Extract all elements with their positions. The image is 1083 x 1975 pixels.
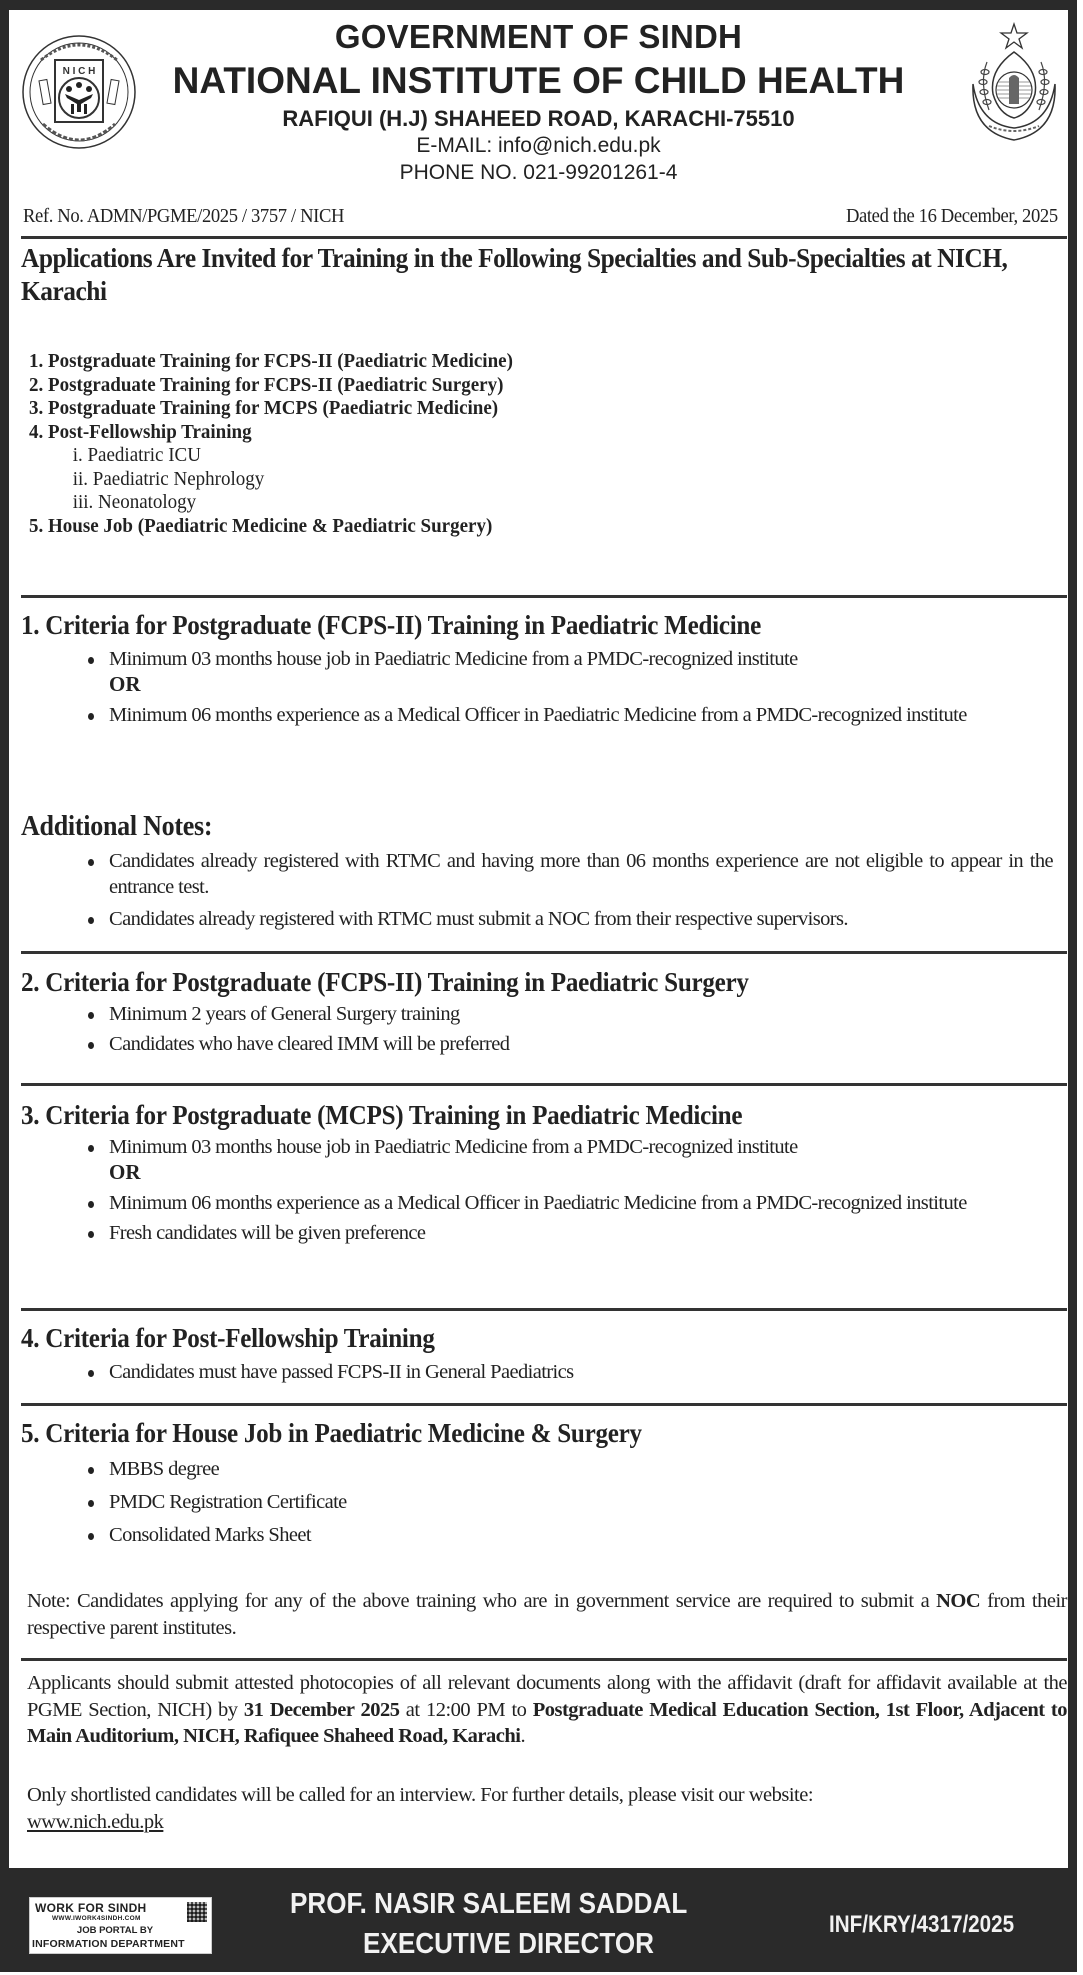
or-label: OR xyxy=(109,1160,141,1184)
criteria-bullet: Minimum 2 years of General Surgery training xyxy=(21,1001,1071,1027)
bullet-icon xyxy=(88,1012,94,1019)
divider xyxy=(21,1403,1067,1406)
bullet-icon xyxy=(88,657,94,664)
inf-number: INF/KRY/4317/2025 xyxy=(829,1911,1015,1938)
specialty-item: 2. Postgraduate Training for FCPS-II (Paediatric Surgery) xyxy=(29,373,504,396)
bullet-icon xyxy=(88,1231,94,1238)
section-heading: 5. Criteria for House Job in Paediatric Medicine & Surgery xyxy=(21,1418,642,1448)
specialty-item: 3. Postgraduate Training for MCPS (Paediatric Medicine) xyxy=(29,397,499,419)
dated: Dated the 16 December, 2025 xyxy=(846,205,1058,227)
additional-notes-section xyxy=(21,810,1071,932)
criteria-bullet: Minimum 03 months house job in Paediatric Medicine from a PMDC-recognized institute xyxy=(21,646,1071,672)
or-label: OR xyxy=(109,672,141,696)
badge-subtitle: JOB PORTAL BY xyxy=(76,1925,154,1936)
specialty-subitem: iii. Neonatology xyxy=(72,491,197,513)
bullet-icon xyxy=(88,859,94,866)
criteria-section-5 xyxy=(21,1416,1071,1548)
signatory-name: PROF. NASIR SALEEM SADDAL xyxy=(290,1888,688,1920)
advertisement-body xyxy=(9,10,1068,1868)
submission-instructions: Applicants should submit attested photocopies of all relevant documents along with the affidavit (draft for affidavit available at the PGME Section, NICH) by 31 December 2025 at 12:00 PM to Postgraduate Medical Education Section, 1st Floor, Adjacent to Main Auditorium, NICH, Rafiquee Shaheed Road, Karachi. xyxy=(27,1672,1068,1747)
bullet-icon xyxy=(88,1145,94,1152)
criteria-bullet: Consolidated Marks Sheet xyxy=(21,1522,1071,1548)
criteria-section-2 xyxy=(21,965,1071,1057)
specialty-subitem: ii. Paediatric Nephrology xyxy=(72,467,265,490)
criteria-bullet: Minimum 06 months experience as a Medical Officer in Paediatric Medicine from a PMDC-recognized institute xyxy=(21,1190,1071,1216)
badge-title: WORK FOR SINDH xyxy=(35,1901,147,1915)
specialties-list xyxy=(29,350,513,538)
header-phone: PHONE NO. 021-99201261-4 xyxy=(399,161,678,184)
section-heading: 1. Criteria for Postgraduate (FCPS-II) Training in Paediatric Medicine xyxy=(21,610,761,640)
specialty-item: 5. House Job (Paediatric Medicine & Paediatric Surgery) xyxy=(29,514,493,537)
signatory-title: EXECUTIVE DIRECTOR xyxy=(363,1928,655,1960)
specialty-subitem: i. Paediatric ICU xyxy=(72,444,201,466)
bullet-icon xyxy=(88,713,94,720)
criteria-bullet: Candidates who have cleared IMM will be preferred xyxy=(21,1031,1071,1057)
header-institute-name: NATIONAL INSTITUTE OF CHILD HEALTH xyxy=(172,60,905,101)
badge-department: INFORMATION DEPARTMENT xyxy=(32,1938,185,1950)
divider xyxy=(21,595,1067,598)
divider xyxy=(21,951,1067,954)
work-for-sindh-badge xyxy=(29,1897,212,1954)
website-link[interactable]: www.nich.edu.pk xyxy=(27,1810,164,1833)
section-heading: 3. Criteria for Postgraduate (MCPS) Training in Paediatric Medicine xyxy=(21,1100,743,1130)
divider xyxy=(21,1083,1067,1086)
specialty-item: 1. Postgraduate Training for FCPS-II (Paediatric Medicine) xyxy=(29,350,513,372)
divider xyxy=(21,236,1067,239)
bullet-icon xyxy=(88,1500,94,1507)
bullet-icon xyxy=(88,1201,94,1208)
reference-number: Ref. No. ADMN/PGME/2025 / 3757 / NICH xyxy=(23,205,345,227)
divider xyxy=(21,1658,1067,1661)
criteria-bullet: MBBS degree xyxy=(21,1456,1071,1482)
section-heading: 4. Criteria for Post-Fellowship Training xyxy=(21,1323,435,1353)
criteria-section-3 xyxy=(21,1098,1071,1246)
bullet-icon xyxy=(88,1370,94,1377)
criteria-bullet: Minimum 06 months experience as a Medical Officer in Paediatric Medicine from a PMDC-recognized institute xyxy=(21,702,1071,728)
badge-url: WWW.IWORK4SINDH.COM xyxy=(52,1915,141,1922)
criteria-bullet: Fresh candidates will be given preference xyxy=(21,1220,1071,1246)
bullet-icon xyxy=(88,1533,94,1540)
note-bullet: Candidates already registered with RTMC and having more than 06 months experience are not eligible to appear in the entrance test. xyxy=(21,848,1071,900)
criteria-bullet: Minimum 03 months house job in Paediatric Medicine from a PMDC-recognized institute xyxy=(21,1134,1071,1160)
divider xyxy=(21,1308,1067,1311)
criteria-section-1 xyxy=(21,608,1071,728)
specialty-item: 4. Post-Fellowship Training xyxy=(29,420,252,443)
note-bullet: Candidates already registered with RTMC must submit a NOC from their respective supervisors. xyxy=(21,906,1071,932)
bullet-icon xyxy=(88,1467,94,1474)
header-email: E-MAIL: info@nich.edu.pk xyxy=(416,134,661,157)
criteria-bullet: Candidates must have passed FCPS-II in General Paediatrics xyxy=(21,1359,1071,1385)
bullet-icon xyxy=(88,1042,94,1049)
criteria-section-4 xyxy=(21,1321,1071,1385)
section-heading: Additional Notes: xyxy=(21,811,213,842)
header-government: GOVERNMENT OF SINDH xyxy=(334,18,743,55)
svg-text:N I C H: N I C H xyxy=(62,66,96,77)
closing-note: Only shortlisted candidates will be called for an interview. For further details, please visit our website: www.nich.edu.pk xyxy=(27,1784,814,1833)
advertisement-title: Applications Are Invited for Training in the Following Specialties and Sub-Specialties at NICH, Karachi xyxy=(21,243,1008,306)
criteria-bullet: PMDC Registration Certificate xyxy=(21,1489,1071,1515)
bullet-icon xyxy=(88,917,94,924)
section-heading: 2. Criteria for Postgraduate (FCPS-II) Training in Paediatric Surgery xyxy=(21,967,749,997)
header-address: RAFIQUI (H.J) SHAHEED ROAD, KARACHI-75510 xyxy=(282,106,795,131)
government-service-note: Note: Candidates applying for any of the above training who are in government service are required to submit a NOC from their respective parent institutes. xyxy=(27,1590,1067,1639)
qr-code-icon xyxy=(187,1902,207,1922)
